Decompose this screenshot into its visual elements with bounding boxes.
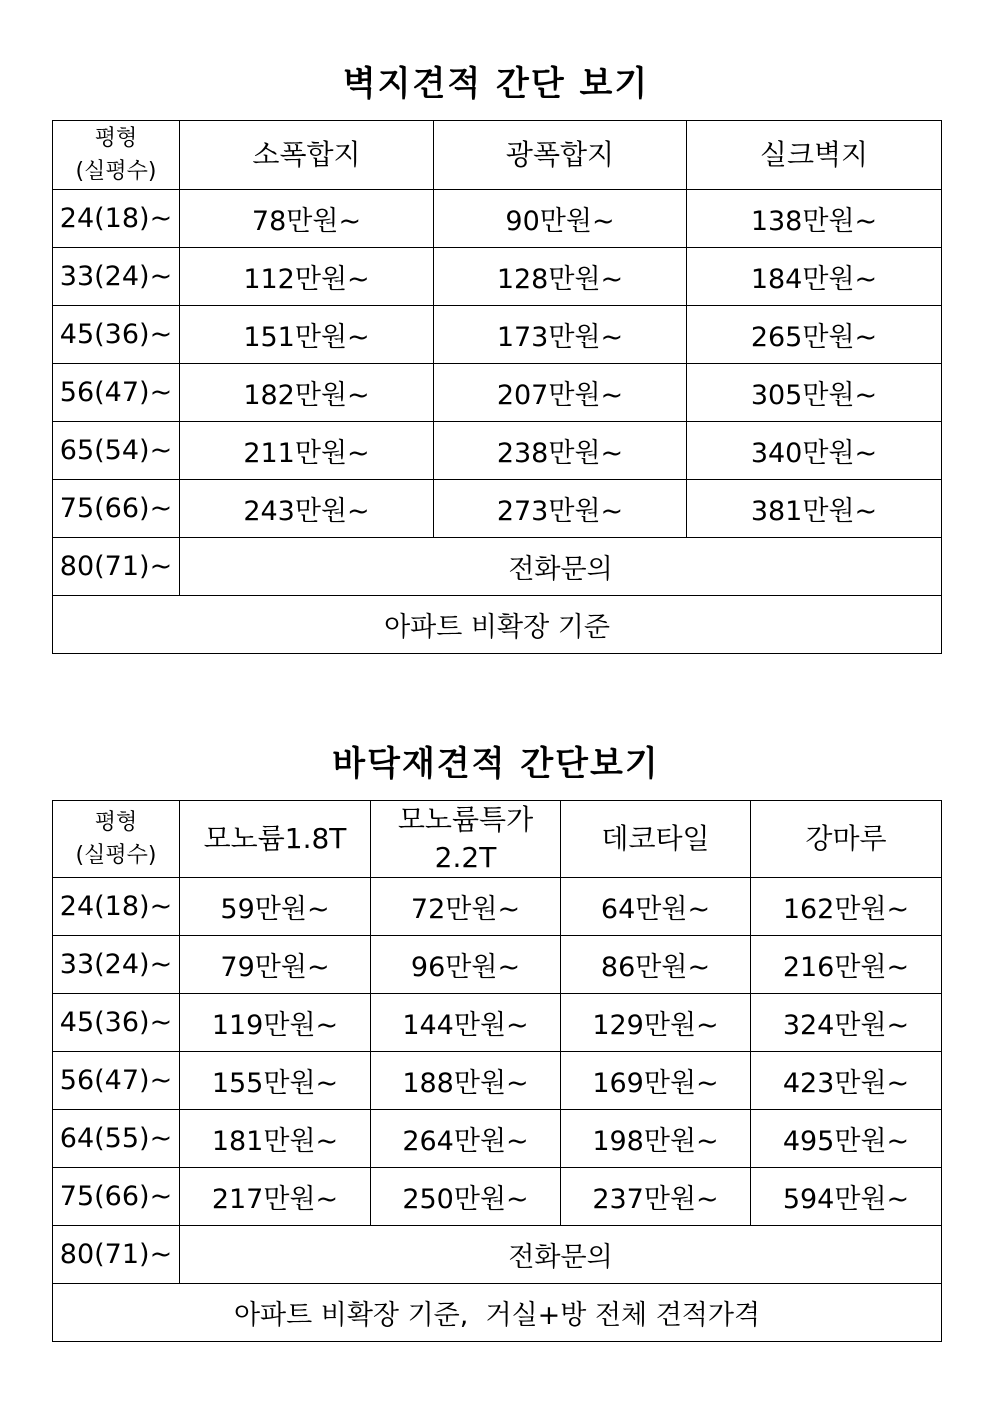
price-cell: 173만원~ <box>434 306 687 364</box>
footer-row <box>53 1284 942 1342</box>
column-header-silk-wallpaper: 실크벽지 <box>687 121 942 190</box>
flooring-price-table <box>52 800 942 1342</box>
footnote-basis: 아파트 비확장 기준, 거실+방 전체 견적가격 <box>53 1284 942 1342</box>
column-header-deco-tile: 데코타일 <box>561 801 751 878</box>
price-cell: 216만원~ <box>751 936 942 994</box>
size-cell: 80(71)~ <box>53 1226 180 1284</box>
phone-inquiry-cell: 전화문의 <box>180 538 942 596</box>
price-cell: 64만원~ <box>561 878 751 936</box>
price-cell: 144만원~ <box>371 994 561 1052</box>
price-cell: 155만원~ <box>180 1052 371 1110</box>
price-cell: 238만원~ <box>434 422 687 480</box>
price-cell: 243만원~ <box>180 480 434 538</box>
price-cell: 273만원~ <box>434 480 687 538</box>
size-cell: 56(47)~ <box>53 364 180 422</box>
size-header-line2: (실평수) <box>75 843 157 868</box>
price-cell: 138만원~ <box>687 190 942 248</box>
price-cell: 217만원~ <box>180 1168 371 1226</box>
price-cell: 86만원~ <box>561 936 751 994</box>
column-header-line1: 모노륨특가 <box>397 803 534 836</box>
table-row <box>53 994 942 1052</box>
price-cell: 72만원~ <box>371 878 561 936</box>
price-cell: 112만원~ <box>180 248 434 306</box>
table-row <box>53 190 942 248</box>
price-cell: 151만원~ <box>180 306 434 364</box>
inquiry-row <box>53 538 942 596</box>
price-cell: 324만원~ <box>751 994 942 1052</box>
inquiry-row <box>53 1226 942 1284</box>
table-row <box>53 422 942 480</box>
price-cell: 381만원~ <box>687 480 942 538</box>
size-cell: 24(18)~ <box>53 190 180 248</box>
price-cell: 169만원~ <box>561 1052 751 1110</box>
size-column-header <box>53 121 180 190</box>
size-cell: 65(54)~ <box>53 422 180 480</box>
table-row <box>53 936 942 994</box>
price-cell: 265만원~ <box>687 306 942 364</box>
price-cell: 250만원~ <box>371 1168 561 1226</box>
price-cell: 78만원~ <box>180 190 434 248</box>
table-row <box>53 480 942 538</box>
price-cell: 96만원~ <box>371 936 561 994</box>
size-cell: 75(66)~ <box>53 1168 180 1226</box>
price-cell: 181만원~ <box>180 1110 371 1168</box>
price-cell: 182만원~ <box>180 364 434 422</box>
size-cell: 33(24)~ <box>53 936 180 994</box>
column-header-line2: 2.2T <box>434 841 497 874</box>
price-cell: 340만원~ <box>687 422 942 480</box>
price-cell: 198만원~ <box>561 1110 751 1168</box>
price-cell: 305만원~ <box>687 364 942 422</box>
table-row <box>53 1052 942 1110</box>
price-cell: 128만원~ <box>434 248 687 306</box>
price-cell: 211만원~ <box>180 422 434 480</box>
price-cell: 207만원~ <box>434 364 687 422</box>
price-cell: 119만원~ <box>180 994 371 1052</box>
column-header-monoleum-special <box>371 801 561 878</box>
column-header-narrow-paper: 소폭합지 <box>180 121 434 190</box>
table-row <box>53 364 942 422</box>
table-row <box>53 1168 942 1226</box>
footnote-basis: 아파트 비확장 기준 <box>53 596 942 654</box>
price-cell: 423만원~ <box>751 1052 942 1110</box>
table-row <box>53 248 942 306</box>
size-cell: 80(71)~ <box>53 538 180 596</box>
table-row <box>53 306 942 364</box>
price-cell: 79만원~ <box>180 936 371 994</box>
size-cell: 75(66)~ <box>53 480 180 538</box>
size-header-line1: 평형 <box>94 126 138 151</box>
table-header-row <box>53 801 942 878</box>
column-header-wide-paper: 광폭합지 <box>434 121 687 190</box>
price-cell: 184만원~ <box>687 248 942 306</box>
column-header-monoleum-18t: 모노륨1.8T <box>180 801 371 878</box>
column-header-strong-floor: 강마루 <box>751 801 942 878</box>
size-column-header <box>53 801 180 878</box>
phone-inquiry-cell: 전화문의 <box>180 1226 942 1284</box>
price-cell: 188만원~ <box>371 1052 561 1110</box>
wallpaper-estimate-title: 벽지견적 간단 보기 <box>342 64 650 104</box>
flooring-estimate-title: 바닥재견적 간단보기 <box>332 744 660 784</box>
size-cell: 56(47)~ <box>53 1052 180 1110</box>
price-cell: 162만원~ <box>751 878 942 936</box>
size-header-line1: 평형 <box>94 810 138 835</box>
size-cell: 45(36)~ <box>53 306 180 364</box>
price-cell: 264만원~ <box>371 1110 561 1168</box>
table-row <box>53 1110 942 1168</box>
size-header-line2: (실평수) <box>75 159 157 184</box>
size-cell: 64(55)~ <box>53 1110 180 1168</box>
size-cell: 33(24)~ <box>53 248 180 306</box>
wallpaper-price-table <box>52 120 942 654</box>
price-cell: 237만원~ <box>561 1168 751 1226</box>
price-cell: 495만원~ <box>751 1110 942 1168</box>
footer-row <box>53 596 942 654</box>
size-cell: 45(36)~ <box>53 994 180 1052</box>
table-row <box>53 878 942 936</box>
price-cell: 59만원~ <box>180 878 371 936</box>
table-header-row <box>53 121 942 190</box>
price-cell: 129만원~ <box>561 994 751 1052</box>
size-cell: 24(18)~ <box>53 878 180 936</box>
price-cell: 90만원~ <box>434 190 687 248</box>
price-cell: 594만원~ <box>751 1168 942 1226</box>
